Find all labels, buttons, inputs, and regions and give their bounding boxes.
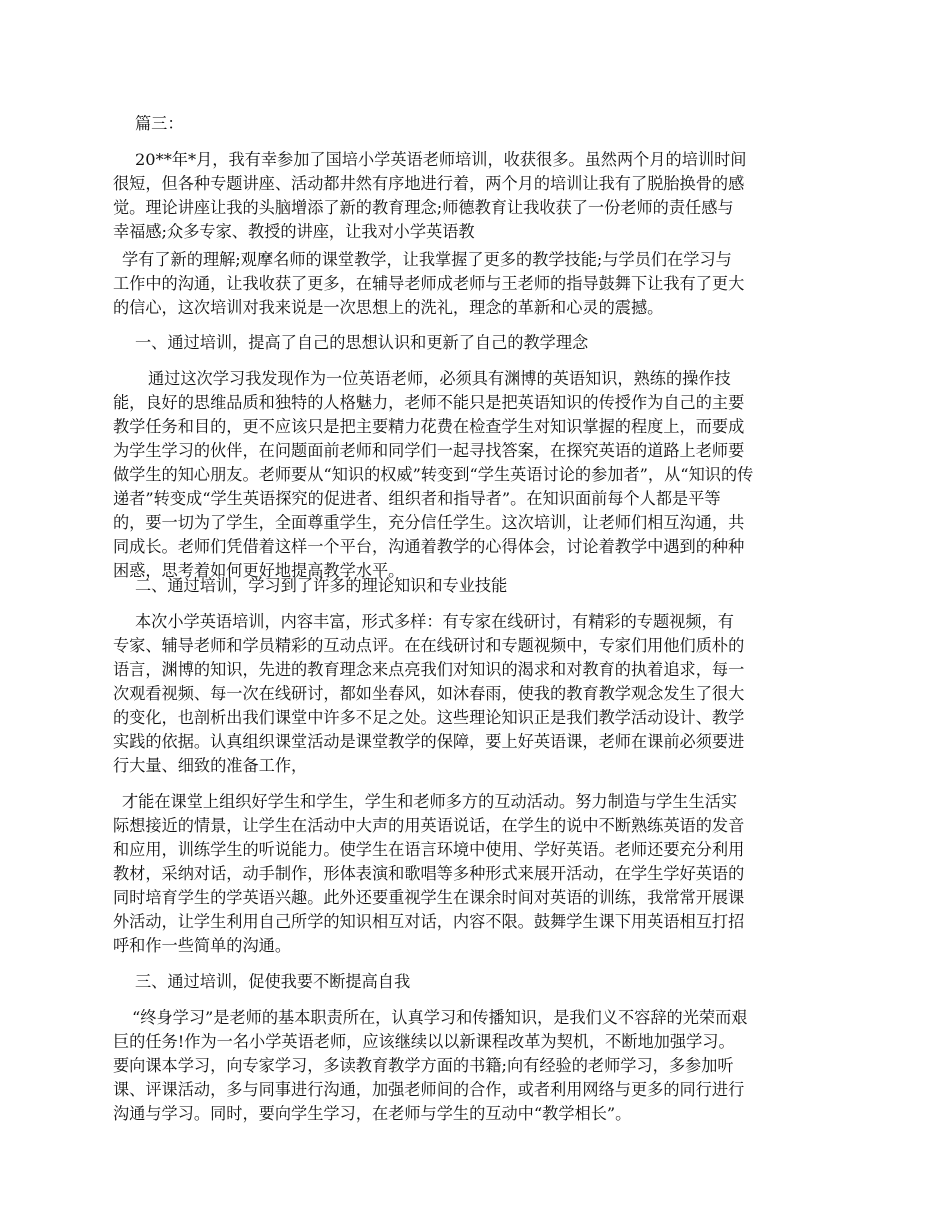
paragraph-line: 和应用，训练学生的听说能力。使学生在语言环境中使用、学好英语。老师还要充分利用 xyxy=(113,840,745,859)
paragraph-line: 20**年*月，我有幸参加了国培小学英语老师培训，收获很多。虽然两个月的培训时间 xyxy=(135,150,747,169)
paragraph-line: 要向课本学习，向专家学习，多读教育教学方面的书籍;向有经验的老师学习，多参加听 xyxy=(113,1056,734,1075)
paragraph-line: 觉。理论讲座让我的头脑增添了新的教育理念;师德教育让我收获了一份老师的责任感与 xyxy=(113,198,734,217)
paragraph-line: 很短，但各种专题讲座、活动都井然有序地进行着，两个月的培训让我有了脱胎换骨的感 xyxy=(113,174,745,193)
paragraph-line: 课、评课活动，多与同事进行沟通，加强老师间的合作，或者利用网络与更多的同行进行 xyxy=(113,1080,745,1099)
paragraph-line: 工作中的沟通，让我收获了更多，在辅导老师成老师与王老师的指导鼓舞下让我有了更大 xyxy=(113,274,745,293)
paragraph-line: 行大量、细致的准备工作， xyxy=(113,756,308,775)
paragraph-line: “终身学习”是老师的基本职责所在，认真学习和传播知识，是我们义不容辞的光荣而艰 xyxy=(132,1008,748,1027)
paragraph-line: 沟通与学习。同时，要向学生学习，在老师与学生的互动中“教学相长”。 xyxy=(113,1104,632,1123)
paragraph-line: 幸福感;众多专家、教授的讲座，让我对小学英语教 xyxy=(113,222,475,241)
paragraph-line: 才能在课堂上组织好学生和学生，学生和老师多方的互动活动。努力制造与学生生活实 xyxy=(122,792,738,811)
paragraph-line: 困惑，思考着如何更好地提高教学水平。 xyxy=(113,561,405,580)
paragraph-line: 呼和作一些简单的沟通。 xyxy=(113,936,292,955)
paragraph-line: 教学任务和目的，更不应该只是把主要精力花费在检查学生对知识掌握的程度上，而要成 xyxy=(113,417,745,436)
paragraph-line: 次观看视频、每一次在线研讨，都如坐春风，如沐春雨，使我的教育教学观念发生了很大 xyxy=(113,684,745,703)
paragraph-line: 同成长。老师们凭借着这样一个平台，沟通着教学的心得体会，讨论着教学中遇到的种种 xyxy=(113,537,745,556)
paragraph-line: 实践的依据。认真组织课堂活动是课堂教学的保障，要上好英语课，老师在课前必须要进 xyxy=(113,732,745,751)
paragraph-line: 学有了新的理解;观摩名师的课堂教学，让我掌握了更多的教学技能;与学员们在学习与 xyxy=(122,250,732,269)
paragraph-line: 巨的任务!作为一名小学英语老师，应该继续以以新课程改革为契机，不断地加强学习。 xyxy=(113,1032,735,1051)
paragraph-line: 专家、辅导老师和学员精彩的互动点评。在在线研讨和专题视频中，专家们用他们质朴的 xyxy=(113,636,745,655)
paragraph-line: 的，要一切为了学生，全面尊重学生，充分信任学生。这次培训，让老师们相互沟通，共 xyxy=(113,513,745,532)
paragraph-line: 的变化，也剖析出我们课堂中许多不足之处。这些理论知识正是我们教学活动设计、教学 xyxy=(113,708,745,727)
paragraph-line: 同时培育学生的学英语兴趣。此外还要重视学生在课余时间对英语的训练，我常常开展课 xyxy=(113,888,745,907)
paragraph-line: 通过这次学习我发现作为一位英语老师，必须具有渊博的英语知识，熟练的操作技 xyxy=(148,369,731,388)
section-heading-1: 一、通过培训，提高了自己的思想认识和更新了自己的教学理念 xyxy=(135,333,589,352)
paragraph-line: 本次小学英语培训，内容丰富，形式多样：有专家在线研讨，有精彩的专题视频，有 xyxy=(135,612,734,631)
paragraph-line: 际想接近的情景，让学生在活动中大声的用英语说话，在学生的说中不断熟练英语的发音 xyxy=(113,816,745,835)
document-title: 篇三： xyxy=(135,114,184,133)
paragraph-line: 的信心，这次培训对我来说是一次思想上的洗礼，理念的革新和心灵的震撼。 xyxy=(113,298,664,317)
section-heading-3: 三、通过培训，促使我要不断提高自我 xyxy=(135,972,411,991)
paragraph-line: 为学生学习的伙伴，在问题面前老师和同学们一起寻找答案，在探究英语的道路上老师要 xyxy=(113,441,745,460)
section-heading-2: 二、通过培训，学习到了许多的理论知识和专业技能 xyxy=(135,576,508,595)
paragraph-line: 教材，采纳对话，动手制作，形体表演和歌唱等多种形式来展开活动，在学生学好英语的 xyxy=(113,864,745,883)
paragraph-line: 递者”转变成“学生英语探究的促进者、组织者和指导者”。在知识面前每个人都是平等 xyxy=(113,489,721,508)
paragraph-line: 能，良好的思维品质和独特的人格魅力，老师不能只是把英语知识的传授作为自己的主要 xyxy=(113,393,745,412)
paragraph-line: 外活动，让学生利用自己所学的知识相互对话，内容不限。鼓舞学生课下用英语相互打招 xyxy=(113,912,745,931)
paragraph-line: 语言，渊博的知识，先进的教育理念来点亮我们对知识的渴求和对教育的执着追求，每一 xyxy=(113,660,745,679)
paragraph-line: 做学生的知心朋友。老师要从“知识的权威”转变到“学生英语讨论的参加者”，从“知识的传 xyxy=(113,465,754,484)
